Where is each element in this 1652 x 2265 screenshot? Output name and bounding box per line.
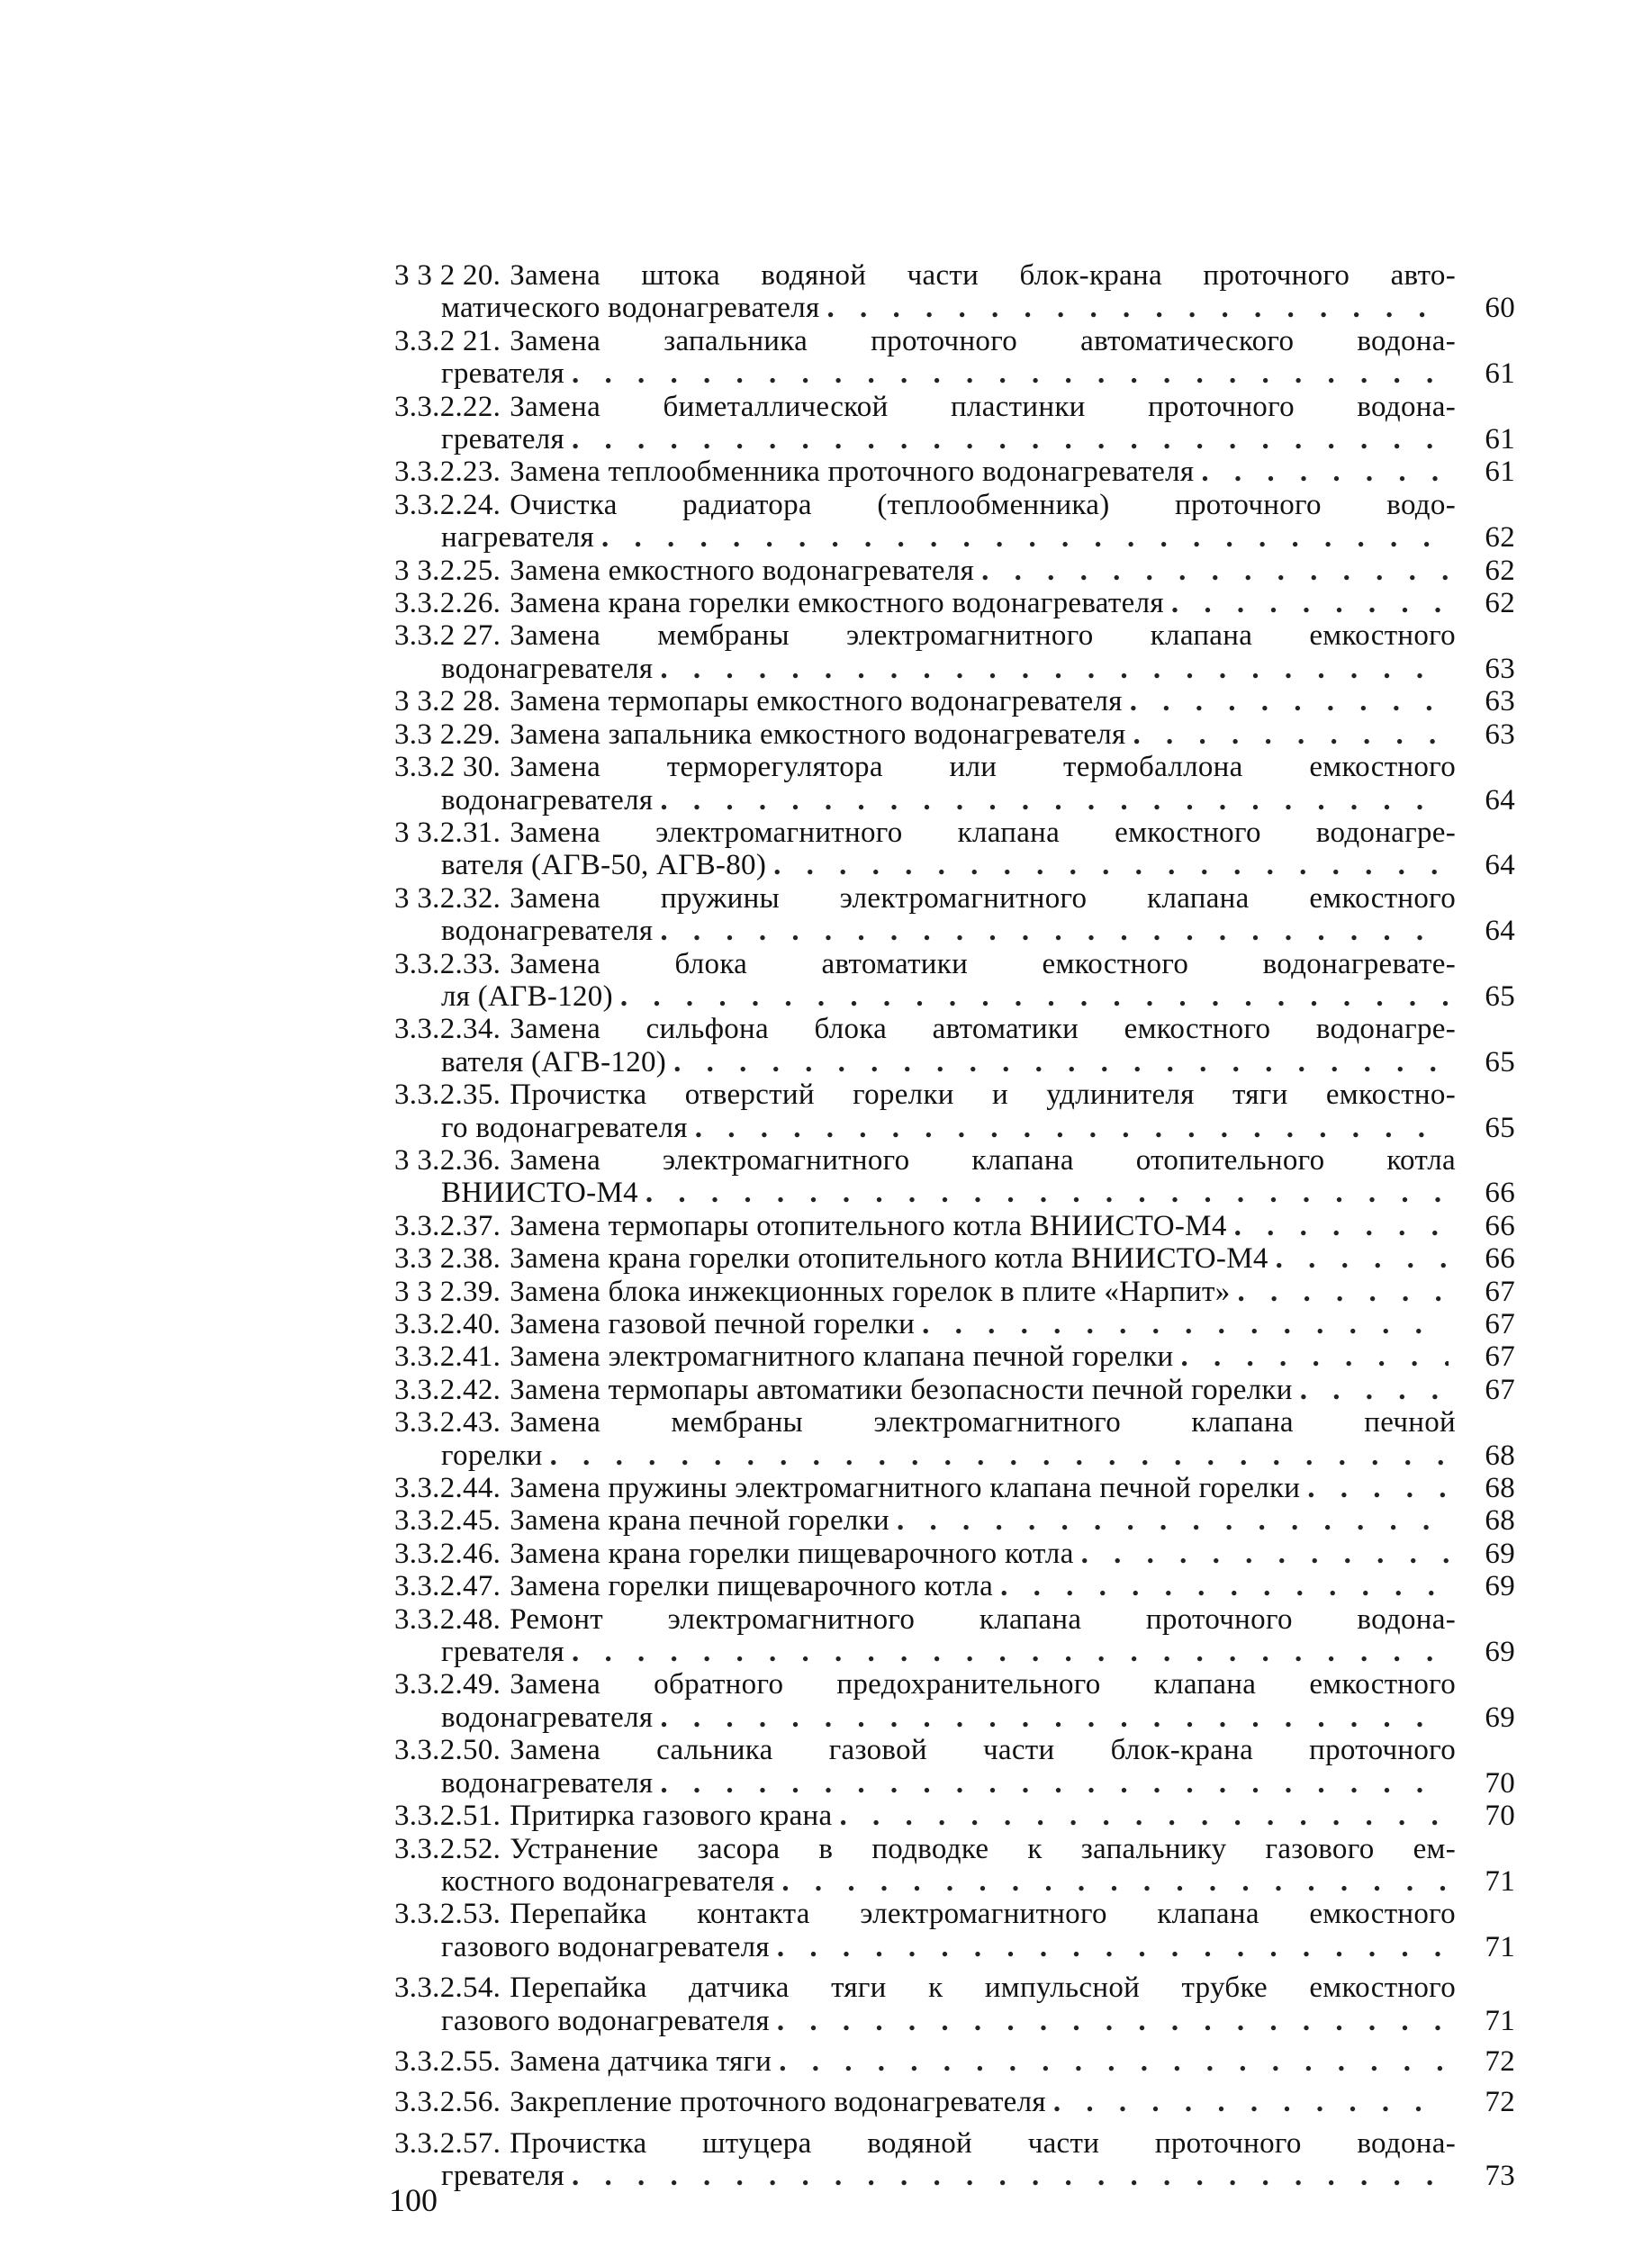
- toc-entry-number: 3 3 2.39.: [394, 1275, 501, 1308]
- table-of-contents: [394, 259, 1515, 2193]
- toc-entry: [394, 1504, 1515, 1537]
- toc-entry-text: Замена биметаллической пластинки проточного водона-: [510, 390, 1456, 423]
- toc-page-number: 70: [1485, 1800, 1515, 1833]
- toc-entry-text: Прочистка штуцера водяной части проточного водона-: [510, 2126, 1456, 2160]
- toc-page-number: 64: [1485, 849, 1515, 882]
- toc-entry-number: 3.3.2.24.: [394, 488, 501, 521]
- toc-page-number: 62: [1485, 587, 1515, 620]
- toc-entry-number: 3 3.2.36.: [394, 1143, 501, 1177]
- toc-entry-text: водонагревателя: [441, 652, 654, 685]
- toc-entry-text: гревателя: [441, 2160, 565, 2193]
- dot-leader: [660, 915, 1449, 947]
- toc-entry: [394, 456, 1515, 488]
- toc-entry-text: Замена пружины электромагнитного клапана емкостного: [510, 881, 1456, 915]
- dot-leader: [922, 1308, 1449, 1340]
- dot-leader: [660, 1767, 1449, 1800]
- toc-entry: [394, 685, 1515, 717]
- toc-page-number: 61: [1485, 456, 1515, 489]
- toc-entry-number: 3.3.2.40.: [394, 1308, 501, 1340]
- toc-entry-number: 3 3.2.25.: [394, 554, 501, 587]
- toc-entry: [394, 619, 1515, 685]
- toc-entry-number: 3.3.2.57.: [394, 2126, 501, 2160]
- toc-entry: [394, 817, 1515, 882]
- toc-entry-number: 3.3.2.46.: [394, 1537, 501, 1570]
- toc-page-number: 68: [1485, 1504, 1515, 1538]
- toc-entry-number: 3 3 2 20.: [394, 259, 501, 292]
- toc-entry-number: 3.3.2.51.: [394, 1800, 501, 1833]
- dot-leader: [572, 423, 1449, 456]
- toc-entry-number: 3.3.2.48.: [394, 1602, 501, 1636]
- dot-leader: [1181, 1340, 1449, 1373]
- dot-leader: [1276, 1242, 1449, 1275]
- toc-page-number: 62: [1485, 554, 1515, 587]
- toc-page-number: 65: [1485, 1045, 1515, 1078]
- dot-leader: [673, 1046, 1449, 1078]
- dot-leader: [1133, 718, 1449, 751]
- dot-leader: [897, 1504, 1449, 1537]
- dot-leader: [781, 1865, 1449, 1898]
- toc-entry-number: 3.3.2.50.: [394, 1734, 501, 1767]
- toc-entry-number: 3.3.2.35.: [394, 1078, 501, 1112]
- toc-entry-number: 3.3 2.29.: [394, 717, 501, 751]
- toc-entry-text: Замена датчика тяги: [510, 2044, 772, 2078]
- dot-leader: [1238, 1276, 1449, 1308]
- toc-entry: [394, 1668, 1515, 1734]
- toc-page-number: 64: [1485, 783, 1515, 817]
- toc-entry-text: Замена крана горелки пищеварочного котла: [510, 1537, 1074, 1570]
- dot-leader: [981, 555, 1449, 587]
- toc-page-number: 62: [1485, 521, 1515, 555]
- toc-entry-number: 3.3.2.54.: [394, 1972, 501, 2005]
- toc-entry-text: водонагревателя: [441, 1701, 654, 1734]
- toc-page-number: 73: [1485, 2160, 1515, 2193]
- toc-entry-number: 3.3.2.41.: [394, 1340, 501, 1374]
- dot-leader: [1000, 1570, 1449, 1602]
- toc-entry-text: Перепайка контакта электромагнитного клапана емкостного: [510, 1898, 1456, 1931]
- toc-entry: [394, 587, 1515, 619]
- toc-entry-number: 3.3.2.26.: [394, 587, 501, 620]
- toc-entry-text: Замена пружины электромагнитного клапана печной горелки: [510, 1472, 1301, 1505]
- toc-entry: [394, 1308, 1515, 1340]
- toc-entry: [394, 1276, 1515, 1308]
- toc-entry: [394, 2127, 1515, 2193]
- toc-entry-number: 3.3 2.38.: [394, 1242, 501, 1276]
- toc-entry-text: Притирка газового крана: [510, 1800, 833, 1833]
- toc-entry-text: Замена емкостного водонагревателя: [510, 554, 975, 587]
- toc-entry: [394, 1406, 1515, 1472]
- toc-page-number: 69: [1485, 1701, 1515, 1734]
- toc-entry: [394, 948, 1515, 1014]
- toc-entry-text: Замена электромагнитного клапана печной горелки: [510, 1340, 1174, 1374]
- toc-entry-text: Замена блока автоматики емкостного водонагревате-: [510, 947, 1456, 980]
- toc-entry-text: Замена крана горелки емкостного водонагревателя: [510, 587, 1164, 620]
- dot-leader: [1130, 685, 1449, 717]
- toc-entry-text: Закрепление проточного водонагревателя: [510, 2086, 1046, 2119]
- dot-leader: [1234, 1210, 1449, 1242]
- dot-leader: [572, 1636, 1449, 1668]
- toc-page-number: 65: [1485, 979, 1515, 1013]
- toc-entry: [394, 1898, 1515, 1963]
- toc-entry: [394, 1800, 1515, 1832]
- toc-entry: [394, 391, 1515, 456]
- toc-entry-number: 3.3.2.37.: [394, 1209, 501, 1242]
- toc-entry-text: гревателя: [441, 1636, 565, 1669]
- toc-page-number: 61: [1485, 357, 1515, 391]
- dot-leader: [773, 849, 1449, 881]
- toc-entry: [394, 1013, 1515, 1078]
- toc-entry-text: Замена сильфона блока автоматики емкостного водонагре-: [510, 1013, 1456, 1046]
- toc-page-number: 63: [1485, 652, 1515, 685]
- dot-leader: [1300, 1374, 1449, 1406]
- toc-entry-text: Замена горелки пищеварочного котла: [510, 1570, 994, 1603]
- toc-entry-text: водонагревателя: [441, 915, 654, 948]
- dot-leader: [1171, 587, 1449, 619]
- toc-entry: [394, 1972, 1515, 2037]
- toc-entry-number: 3.3.2.34.: [394, 1013, 501, 1046]
- toc-entry-number: 3.3.2.55.: [394, 2044, 501, 2078]
- toc-entry: [394, 718, 1515, 751]
- toc-page-number: 67: [1485, 1275, 1515, 1308]
- toc-entry-text: Перепайка датчика тяги к импульсной трубке емкостного: [510, 1972, 1456, 2005]
- toc-entry: [394, 2045, 1515, 2078]
- toc-page-number: 66: [1485, 1177, 1515, 1210]
- toc-entry-text: Замена штока водяной части блок-крана проточного авто-: [510, 259, 1456, 292]
- toc-page-number: 64: [1485, 915, 1515, 948]
- toc-page-number: 63: [1485, 717, 1515, 751]
- toc-entry-text: Замена термопары автоматики безопасности печной горелки: [510, 1373, 1293, 1406]
- toc-entry-text: Замена газовой печной горелки: [510, 1308, 916, 1340]
- dot-leader: [645, 1177, 1449, 1209]
- toc-page-number: 70: [1485, 1766, 1515, 1800]
- toc-entry-text: Замена обратного предохранительного клапана емкостного: [510, 1668, 1456, 1701]
- toc-entry-text: Прочистка отверстий горелки и удлинителя тяги емкостно-: [510, 1078, 1456, 1112]
- page-number: 100: [389, 2182, 438, 2218]
- dot-leader: [1053, 2086, 1449, 2118]
- toc-entry-text: газового водонагревателя: [441, 2004, 770, 2037]
- dot-leader: [1307, 1472, 1449, 1504]
- toc-entry-text: газового водонагревателя: [441, 1930, 770, 1963]
- toc-entry-number: 3.3.2.33.: [394, 947, 501, 980]
- toc-page-number: 68: [1485, 1472, 1515, 1505]
- toc-page-number: 66: [1485, 1209, 1515, 1242]
- toc-entry: [394, 1374, 1515, 1406]
- toc-page-number: 63: [1485, 685, 1515, 718]
- toc-entry: [394, 1144, 1515, 1210]
- toc-entry-text: Замена термопары емкостного водонагревателя: [510, 685, 1123, 718]
- dot-leader: [779, 2045, 1449, 2078]
- toc-entry-number: 3.3.2.44.: [394, 1472, 501, 1505]
- toc-entry: [394, 1538, 1515, 1570]
- dot-leader: [572, 2160, 1449, 2192]
- toc-entry-number: 3.3.2.22.: [394, 390, 501, 423]
- toc-entry: [394, 1570, 1515, 1602]
- toc-entry: [394, 2086, 1515, 2118]
- toc-entry: [394, 1340, 1515, 1373]
- toc-entry-text: Устранение засора в подводке к запальнику газового ем-: [510, 1832, 1456, 1865]
- toc-entry-text: Очистка радиатора (теплообменника) проточного водо-: [510, 488, 1456, 521]
- dot-leader: [601, 521, 1449, 554]
- toc-page-number: 71: [1485, 1930, 1515, 1963]
- toc-entry-number: 3.3.2.45.: [394, 1504, 501, 1538]
- toc-entry-text: Замена терморегулятора или термобаллона емкостного: [510, 751, 1456, 784]
- toc-entry-number: 3.3.2.56.: [394, 2086, 501, 2119]
- toc-entry-text: го водонагревателя: [441, 1111, 688, 1144]
- toc-entry-text: Замена запальника проточного автоматического водона-: [510, 324, 1456, 357]
- toc-page-number: 66: [1485, 1242, 1515, 1276]
- toc-page-number: 72: [1485, 2044, 1515, 2078]
- toc-entry-number: 3.3.2.43.: [394, 1406, 501, 1439]
- toc-entry-number: 3.3.2.42.: [394, 1373, 501, 1406]
- toc-entry-text: Замена мембраны электромагнитного клапана емкостного: [510, 619, 1456, 653]
- toc-entry: [394, 1603, 1515, 1669]
- toc-page-number: 60: [1485, 292, 1515, 325]
- dot-leader: [660, 1701, 1449, 1734]
- dot-leader: [660, 784, 1449, 817]
- toc-entry-text: горелки: [441, 1439, 543, 1472]
- dot-leader: [1081, 1538, 1449, 1570]
- toc-entry-text: гревателя: [441, 357, 565, 391]
- toc-entry: [394, 489, 1515, 555]
- toc-page-number: 68: [1485, 1439, 1515, 1472]
- dot-leader: [620, 980, 1449, 1013]
- toc-entry-number: 3.3.2.47.: [394, 1570, 501, 1603]
- toc-page-number: 67: [1485, 1340, 1515, 1374]
- toc-entry-number: 3.3.2.23.: [394, 456, 501, 489]
- toc-entry-number: 3.3.2 21.: [394, 324, 501, 357]
- toc-entry: [394, 325, 1515, 391]
- dot-leader: [777, 2005, 1449, 2037]
- toc-entry-text: Замена электромагнитного клапана емкостного водонагре-: [510, 816, 1456, 849]
- dot-leader: [827, 292, 1449, 324]
- dot-leader: [1201, 456, 1449, 488]
- toc-entry: [394, 1078, 1515, 1144]
- toc-entry-text: гревателя: [441, 423, 565, 456]
- toc-entry-number: 3 3.2.32.: [394, 881, 501, 915]
- toc-entry-number: 3 3.2.31.: [394, 816, 501, 849]
- toc-page-number: 72: [1485, 2086, 1515, 2119]
- dot-leader: [660, 653, 1449, 685]
- toc-entry-text: Замена блока инжекционных горелок в плите «Нарпит»: [510, 1275, 1231, 1308]
- toc-entry-text: Замена крана горелки отопительного котла ВНИИСТО-М4: [510, 1242, 1268, 1276]
- toc-entry-number: 3.3.2.49.: [394, 1668, 501, 1701]
- toc-entry-text: Замена теплообменника проточного водонагревателя: [510, 456, 1195, 489]
- toc-entry-text: вателя (АГВ-120): [441, 1045, 667, 1078]
- toc-entry: [394, 1242, 1515, 1275]
- toc-entry: [394, 555, 1515, 587]
- dot-leader: [695, 1112, 1449, 1144]
- toc-entry-text: Замена крана печной горелки: [510, 1504, 889, 1538]
- toc-entry-text: водонагревателя: [441, 783, 654, 817]
- toc-page-number: 67: [1485, 1308, 1515, 1340]
- toc-entry: [394, 1472, 1515, 1504]
- toc-entry-text: Замена мембраны электромагнитного клапана печной: [510, 1406, 1456, 1439]
- toc-entry-number: 3.3.2 27.: [394, 619, 501, 653]
- dot-leader: [572, 357, 1449, 390]
- toc-entry-number: 3.3.2.52.: [394, 1832, 501, 1865]
- dot-leader: [839, 1800, 1449, 1832]
- toc-entry-number: 3 3.2 28.: [394, 685, 501, 718]
- dot-leader: [550, 1439, 1449, 1472]
- toc-entry-text: вателя (АГВ-50, АГВ-80): [441, 849, 767, 882]
- toc-page-number: 71: [1485, 2004, 1515, 2037]
- toc-entry-text: костного водонагревателя: [441, 1864, 775, 1898]
- toc-page-number: 69: [1485, 1537, 1515, 1570]
- toc-page-number: 71: [1485, 1864, 1515, 1898]
- toc-entry-text: Замена запальника емкостного водонагревателя: [510, 717, 1126, 751]
- toc-entry: [394, 751, 1515, 817]
- toc-page-number: 65: [1485, 1111, 1515, 1144]
- toc-page-number: 67: [1485, 1373, 1515, 1406]
- toc-entry-text: нагревателя: [441, 521, 594, 555]
- toc-entry: [394, 1734, 1515, 1800]
- dot-leader: [777, 1931, 1449, 1963]
- toc-entry: [394, 259, 1515, 325]
- toc-entry-text: Ремонт электромагнитного клапана проточного водона-: [510, 1602, 1456, 1636]
- toc-entry-text: ля (АГВ-120): [441, 979, 613, 1013]
- toc-entry: [394, 1833, 1515, 1899]
- toc-page-number: 69: [1485, 1570, 1515, 1603]
- toc-entry-text: водонагревателя: [441, 1766, 654, 1800]
- toc-entry: [394, 1210, 1515, 1242]
- toc-entry-number: 3.3.2 30.: [394, 751, 501, 784]
- toc-entry-text: Замена термопары отопительного котла ВНИИСТО-М4: [510, 1209, 1227, 1242]
- toc-entry-text: Замена электромагнитного клапана отопительного котла: [510, 1143, 1456, 1177]
- toc-entry-text: ВНИИСТО-М4: [441, 1177, 638, 1210]
- toc-entry-number: 3.3.2.53.: [394, 1898, 501, 1931]
- toc-page-number: 61: [1485, 423, 1515, 456]
- toc-page-number: 69: [1485, 1636, 1515, 1669]
- toc-entry-text: Замена сальника газовой части блок-крана проточного: [510, 1734, 1456, 1767]
- toc-entry: [394, 882, 1515, 948]
- toc-entry-text: матического водонагревателя: [441, 292, 820, 325]
